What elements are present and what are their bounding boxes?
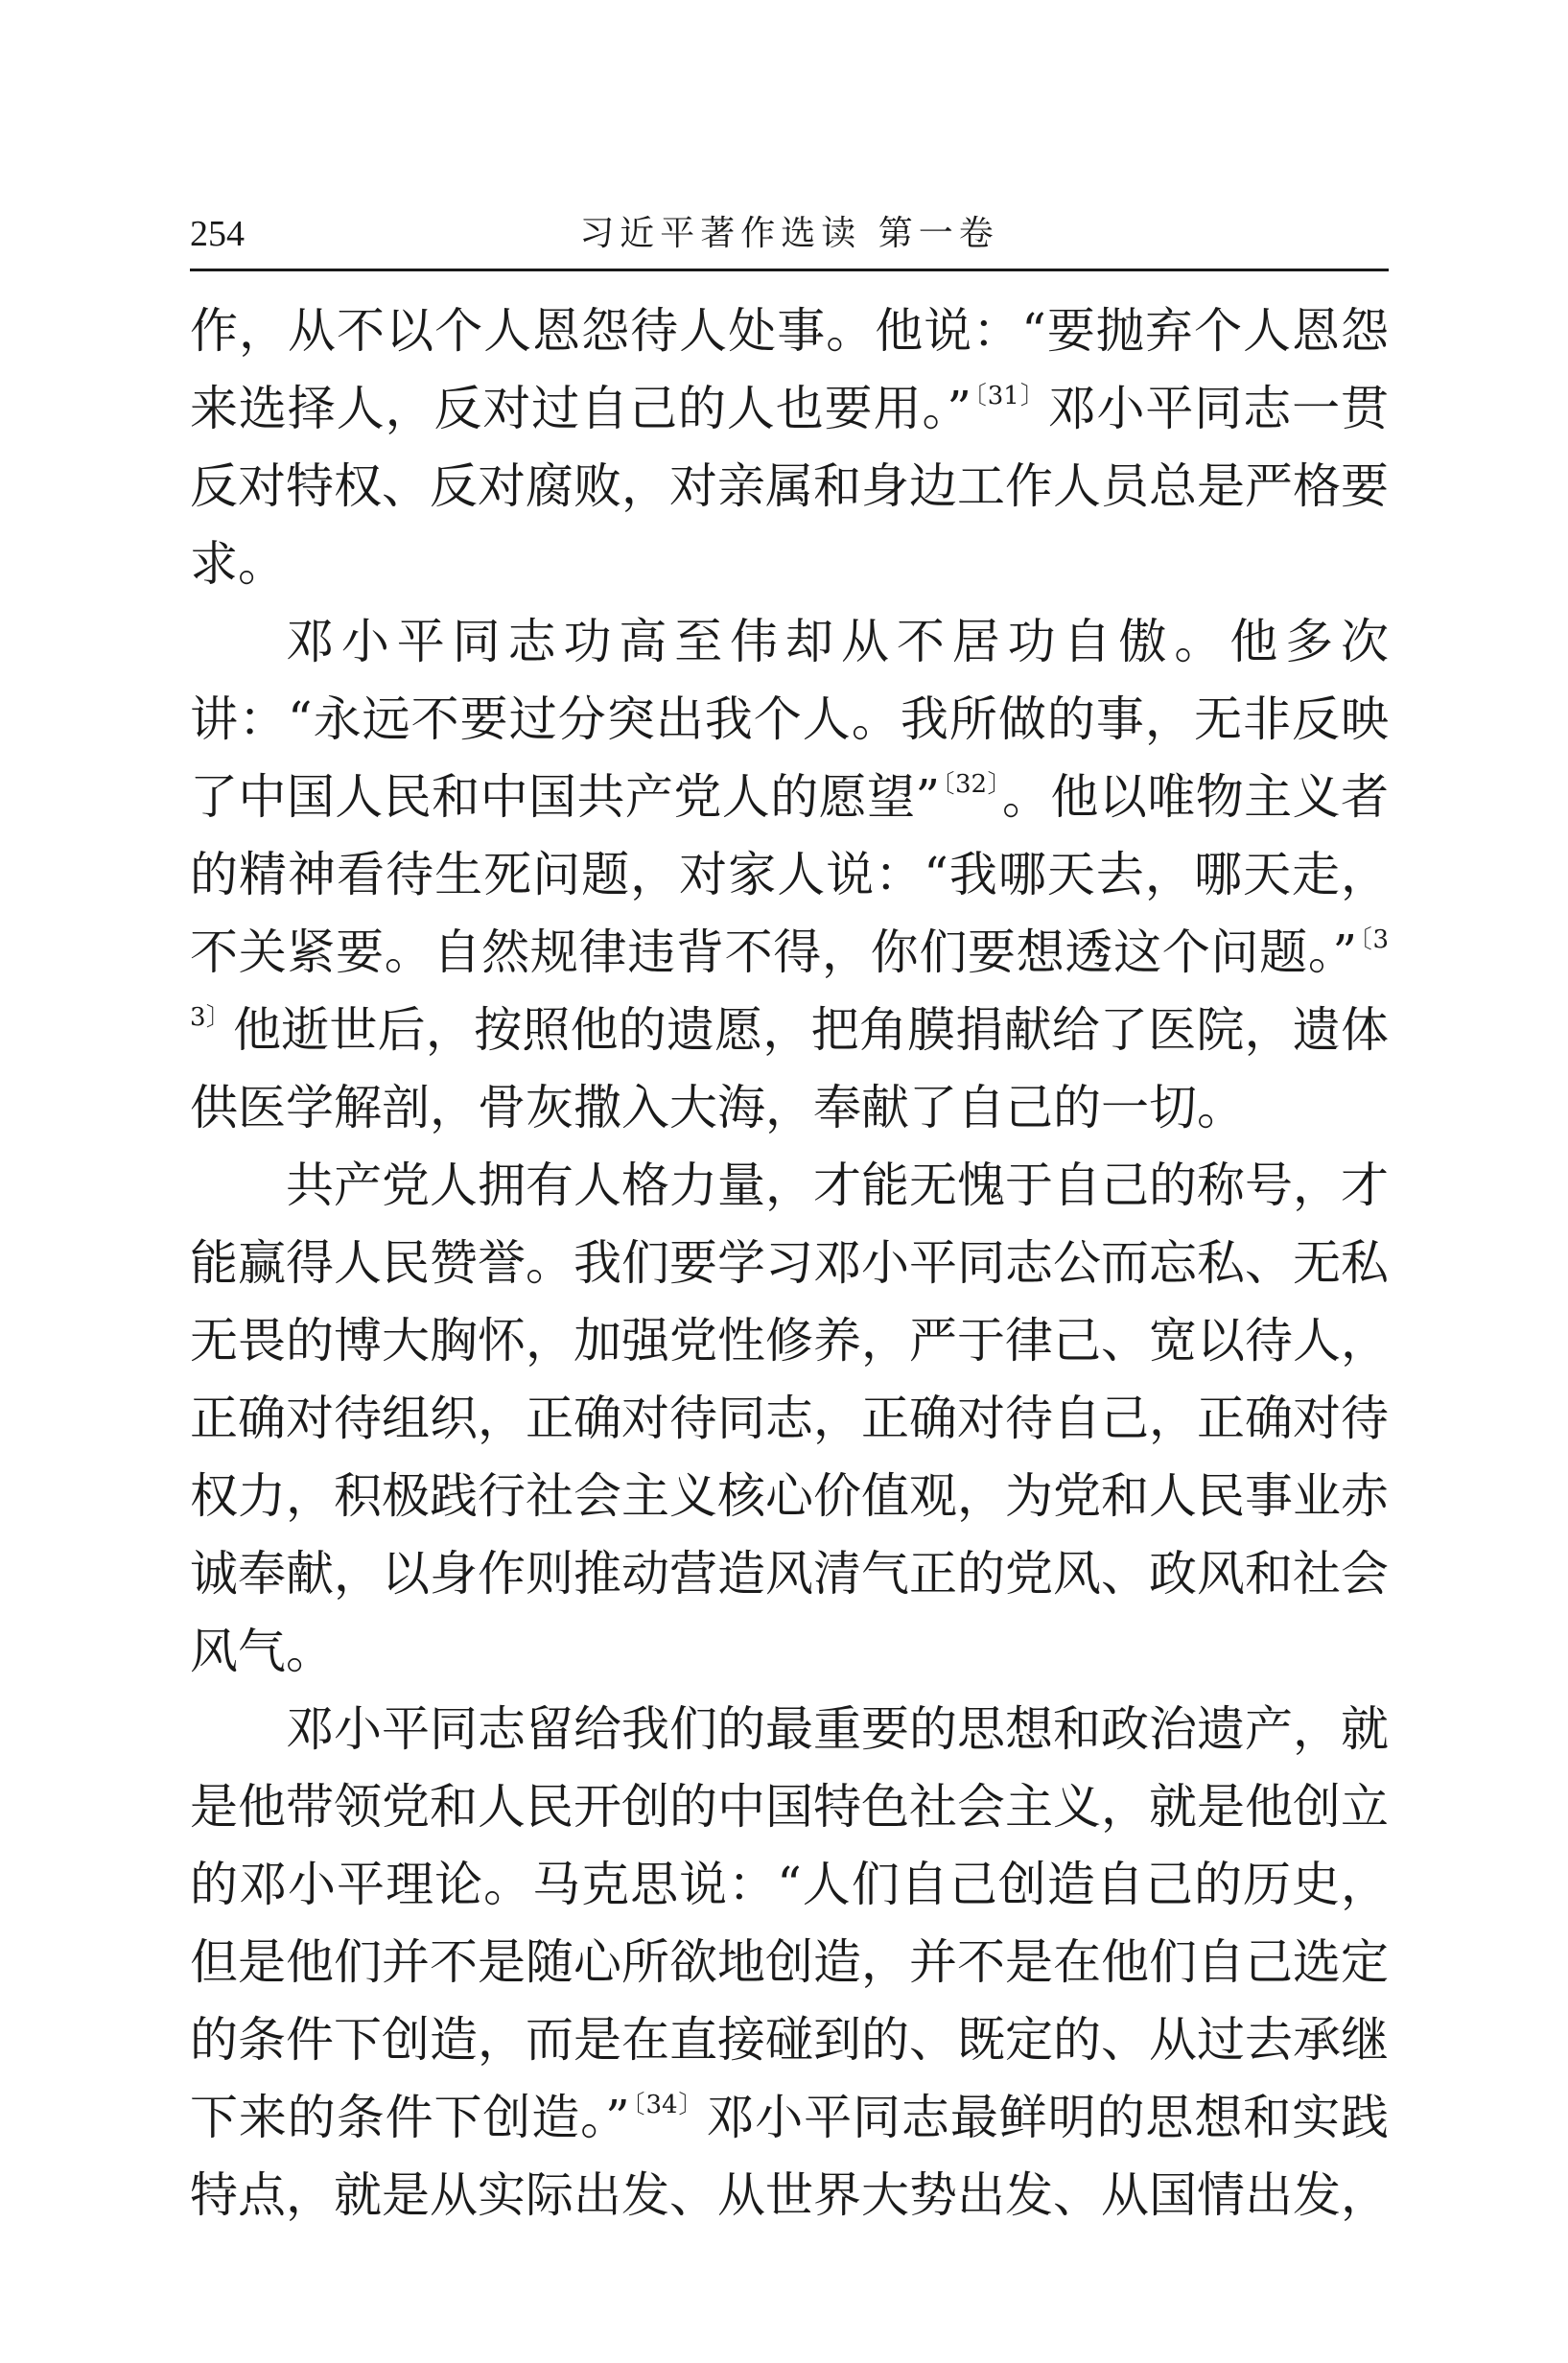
footnote-ref-31: 〔31〕 bbox=[972, 382, 1046, 410]
footnote-ref-34: 〔34〕 bbox=[631, 2091, 705, 2119]
paragraph-4 bbox=[190, 1691, 1389, 2234]
page-body bbox=[190, 292, 1389, 2234]
text-segment: 邓小平同志一贯反对特权、反对腐败，对亲属和身边工作人员总是严格要求。 bbox=[190, 381, 1390, 592]
page-header bbox=[190, 209, 1389, 271]
footnote-ref-32: 〔32〕 bbox=[942, 770, 1000, 799]
text-segment: 作，从不以个人恩怨待人处事。他说：“要抛弃个人恩怨来选择人，反对过自己的人也要用。” bbox=[190, 303, 1389, 436]
text-segment: 邓小平同志留给我们的最重要的思想和政治遗产，就是他带领党和人民开创的中国特色社会主义，就是他创立的邓小平理论。马克思说：“人们自己创造自己的历史，但是他们并不是随心所欲地创造，并不是在他们自己选定的条件下创造，而是在直接碰到的、既定的、从过去承继下来的条件下创造。” bbox=[190, 1701, 1389, 2145]
running-title: 习近平著作选读 第一卷 bbox=[579, 214, 999, 253]
text-segment: 。他以唯物主义者的精神看待生死问题，对家人说：“我哪天去，哪天走，不关紧要。自然规律违背不得，你们要想透这个问题。” bbox=[190, 769, 1390, 980]
text-segment: 邓小平同志功高至伟却从不居功自傲。他多次讲：“永远不要过分突出我个人。我所做的事，无非反映了中国人民和中国共产党人的愿望” bbox=[190, 614, 1389, 825]
footnote-ref-33: 〔33〕 bbox=[190, 925, 1389, 1032]
text-segment: 他逝世后，按照他的遗愿，把角膜捐献给了医院，遗体供医学解剖，骨灰撒入大海，奉献了自己的一切。 bbox=[190, 1002, 1390, 1135]
page-number: 254 bbox=[190, 214, 245, 254]
paragraph-2 bbox=[190, 603, 1389, 1147]
paragraph-1 bbox=[190, 292, 1389, 603]
paragraph-3 bbox=[190, 1147, 1389, 1691]
book-page bbox=[190, 209, 1389, 2234]
text-segment: 邓小平同志最鲜明的思想和实践特点，就是从实际出发、从世界大势出发、从国情出发， bbox=[190, 2090, 1390, 2223]
text-segment: 共产党人拥有人格力量，才能无愧于自己的称号，才能赢得人民赞誉。我们要学习邓小平同志公而忘私、无私无畏的博大胸怀，加强党性修养，严于律己、宽以待人，正确对待组织，正确对待同志，正确对待自己，正确对待权力，积极践行社会主义核心价值观，为党和人民事业赤诚奉献，以身作则推动营造风清气正的党风、政风和社会风气。 bbox=[190, 1158, 1389, 1679]
